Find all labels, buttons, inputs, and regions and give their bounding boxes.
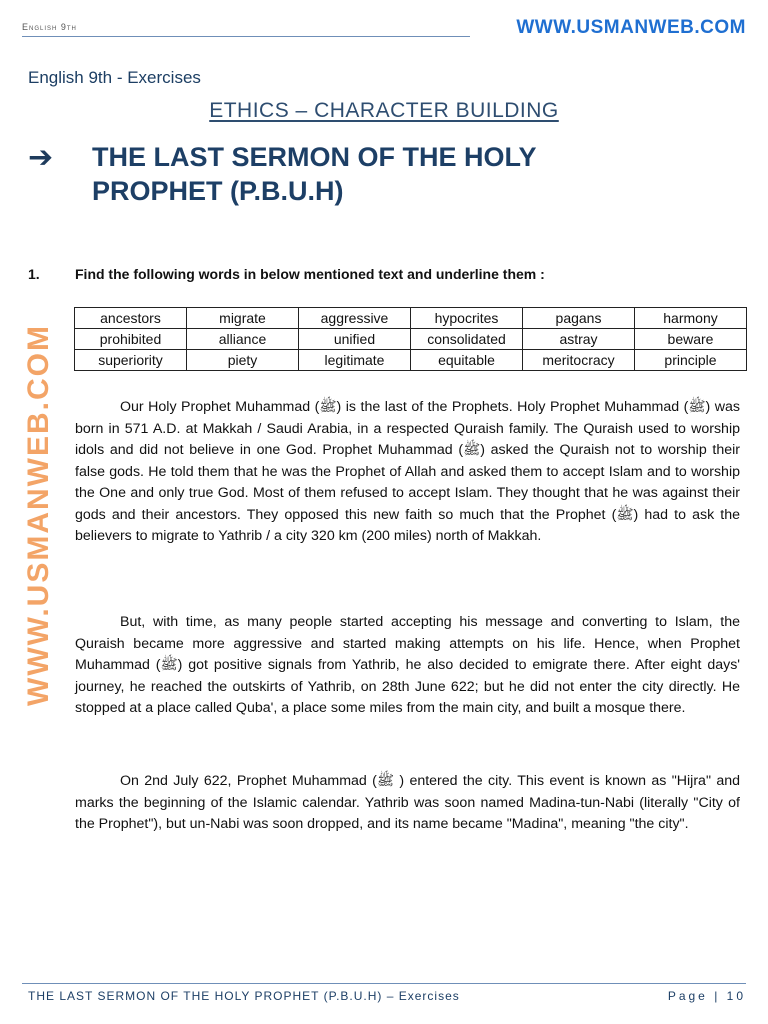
table-row [75,329,747,350]
table-cell: alliance [187,329,299,350]
table-cell: meritocracy [523,350,635,371]
paragraph-text: Our Holy Prophet Muhammad (ﷺ) is the last of the Prophets. Holy Prophet Muhammad (ﷺ) was born in 571 A.D. at Makkah / Saudi Arabia, in a respected Quraish family. The Quraish used to worship idols and did not believe in one God. Prophet Muhammad (ﷺ) asked the Quraish not to worship their false gods. He told them that he was the Prophet of Allah and asked them to accept Islam and to worship the One and only true God. Most of them refused to accept Islam. They thought that he was against their gods and their ancestors. They opposed this new faith so much that the Prophet (ﷺ) had to ask the believers to migrate to Yathrib / a city 320 km (200 miles) north of Makkah. [75,399,741,544]
table-row [75,308,747,329]
table-cell: piety [187,350,299,371]
table-row [75,350,747,371]
question-number: 1. [28,266,40,282]
table-cell: equitable [411,350,523,371]
table-cell: unified [299,329,411,350]
table-cell: astray [523,329,635,350]
table-cell: aggressive [299,308,411,329]
table-cell: consolidated [411,329,523,350]
table-cell: principle [635,350,747,371]
header-subject: English 9th [22,22,77,32]
footer-rule [22,983,746,984]
header-site-link[interactable]: WWW.USMANWEB.COM [516,17,746,38]
section-heading [0,99,768,123]
table-cell: hypocrites [411,308,523,329]
section-heading-text: ETHICS – CHARACTER BUILDING [209,99,559,122]
paragraph-3 [75,771,740,836]
page-title: THE LAST SERMON OF THE HOLY PROPHET (P.B.U.H) [92,142,537,206]
arrow-right-icon: ➔ [28,141,54,174]
footer-title: THE LAST SERMON OF THE HOLY PROPHET (P.B.U.H) – Exercises [28,989,460,1003]
question-text: Find the following words in below mentioned text and underline them : [75,266,545,282]
table-cell: migrate [187,308,299,329]
table-cell: pagans [523,308,635,329]
paragraph-text: But, with time, as many people started accepting his message and converting to Islam, the Quraish became more aggressive and started making attempts on his life. Hence, when Prophet Muhammad (ﷺ) got positive signals from Yathrib, he also decided to emigrate there. After eight days' journey, he reached the outskirts of Yathrib, on 28th June 622; but he did not enter the city directly. He stopped at a place called Quba', a place some miles from the main city, and built a mosque there. [75,614,741,716]
table-cell: harmony [635,308,747,329]
watermark-text: WWW.USMANWEB.COM [22,324,55,706]
table-cell: prohibited [75,329,187,350]
table-cell: legitimate [299,350,411,371]
page-number: Page | 10 [667,989,746,1003]
table-cell: beware [635,329,747,350]
table-cell: ancestors [75,308,187,329]
table-cell: superiority [75,350,187,371]
word-table [74,307,747,371]
paragraph-text: On 2nd July 622, Prophet Muhammad (ﷺ ) entered the city. This event is known as "Hijra" and marks the beginning of the Islamic calendar. Yathrib was soon named Madina-tun-Nabi (literally "City of the Prophet"), but un-Nabi was soon dropped, and its name became "Madina", meaning "the city". [75,773,741,832]
paragraph-1 [75,397,740,548]
page-subtitle: English 9th - Exercises [28,68,201,87]
paragraph-2 [75,612,740,720]
header-rule [22,36,470,37]
side-watermark [14,310,64,720]
